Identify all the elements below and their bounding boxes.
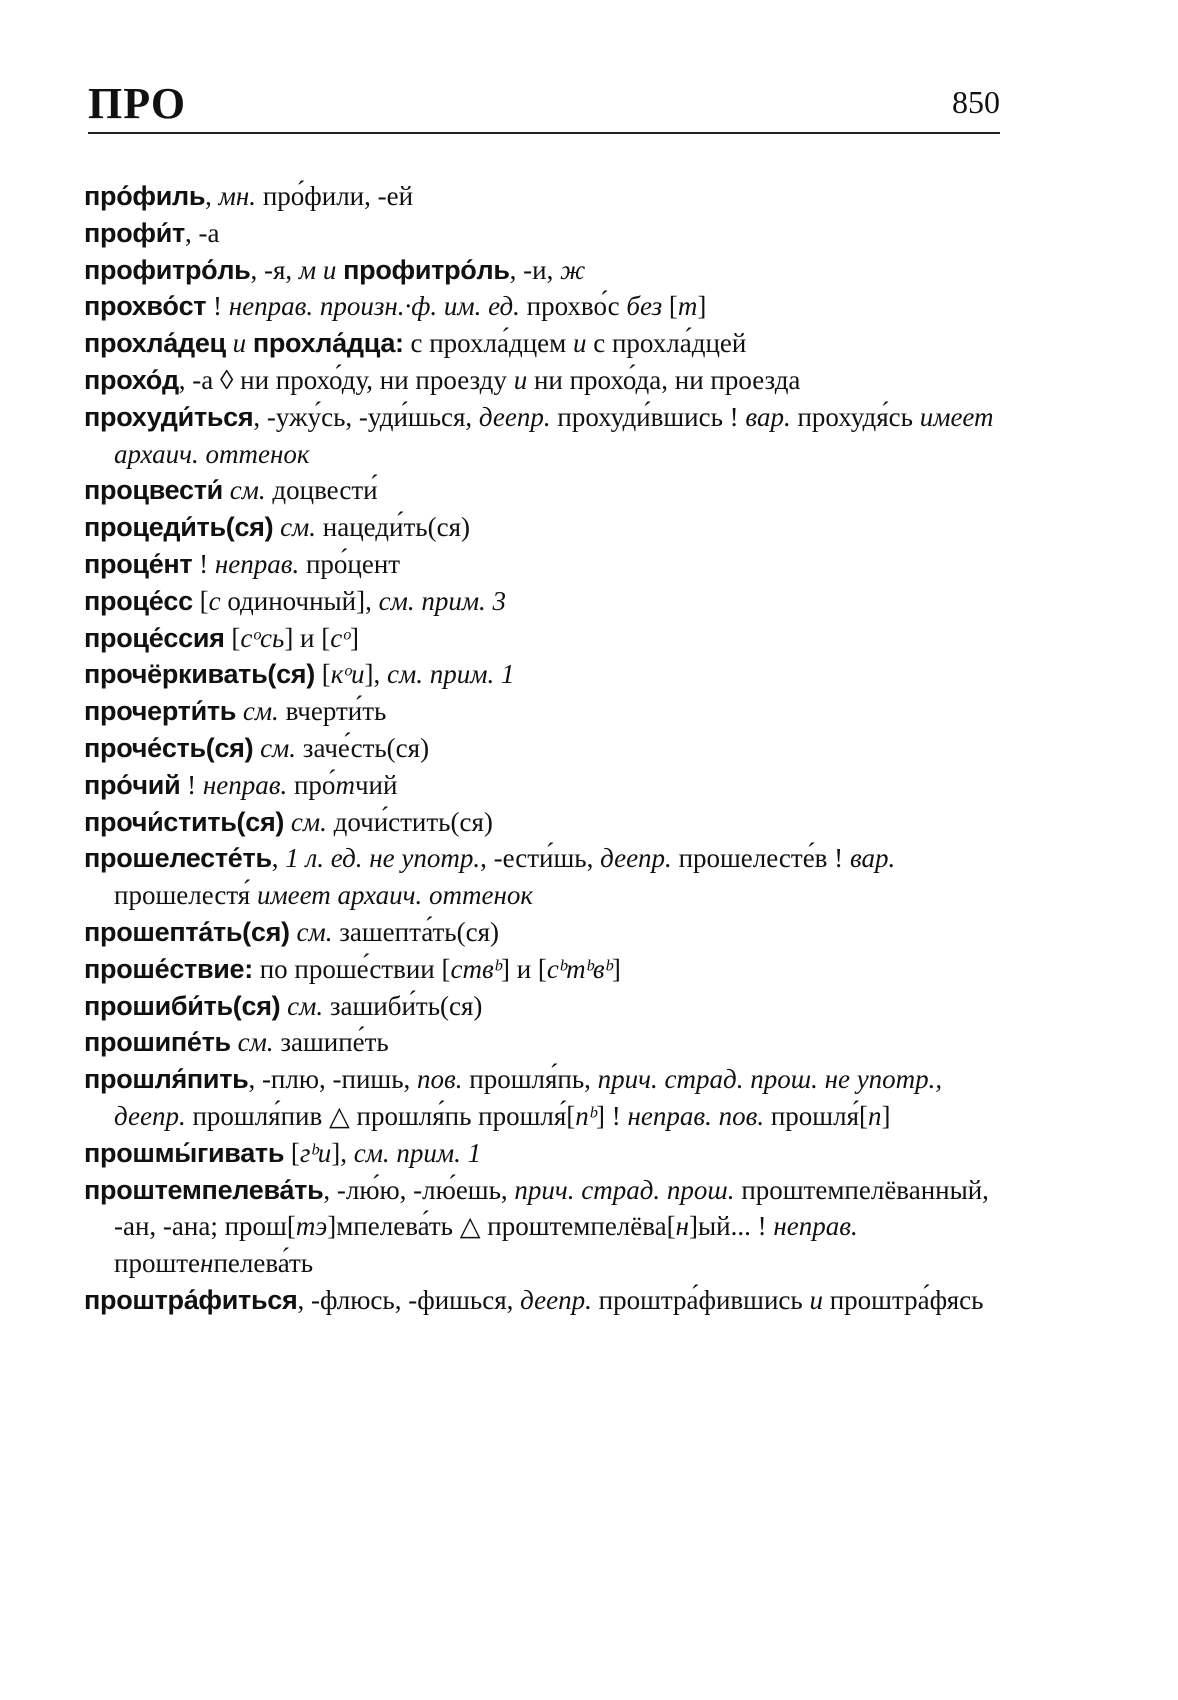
entry-text: зашиби́ть(ся) — [323, 990, 483, 1021]
dictionary-entry — [84, 288, 1004, 325]
entry-text: , -я, — [250, 254, 299, 285]
entry-text: про́фили, -ей — [256, 181, 414, 211]
headword: профи́т — [84, 217, 185, 248]
grammar-note: неправ. — [202, 769, 288, 800]
headword: прошмы́гивать — [84, 1137, 285, 1168]
grammar-note: см. — [280, 990, 324, 1021]
dictionary-entry — [84, 252, 1004, 289]
entry-text: проштемпелёванный, -ан, -ана; прош[ — [114, 1174, 989, 1242]
headword: прохла́дца: — [252, 328, 404, 359]
entry-text: , -а ◊ ни прохо́ду, ни проезду — [178, 364, 514, 395]
grammar-note: см. прим. 1 — [353, 1137, 482, 1168]
entry-text: , -а — [184, 217, 220, 248]
headword: прочи́стить(ся) — [84, 806, 285, 837]
headword: профитро́ль — [84, 254, 251, 285]
entry-text: вчерти́ть — [278, 696, 387, 727]
entry-text: заче́сть(ся) — [296, 732, 430, 763]
entry-text: ] и [ — [500, 953, 547, 984]
entry-text: , -и, — [509, 254, 561, 285]
entry-text: , -ести́шь, — [480, 843, 601, 874]
grammar-note: м и — [298, 254, 344, 285]
dictionary-entry — [84, 215, 1004, 252]
grammar-note: см. прим. 1 — [387, 659, 515, 690]
headword: прошля́пить — [84, 1064, 249, 1095]
entry-text: ] — [349, 622, 359, 653]
entry-text: ]ый... ! — [689, 1211, 774, 1242]
headword: процеди́ть(ся) — [84, 512, 274, 543]
grammar-note: см. — [273, 512, 317, 543]
grammar-note: вар. — [745, 401, 791, 432]
running-head: ПРО — [88, 79, 187, 128]
headword: проче́сть(ся) — [84, 732, 254, 763]
entry-text: , -флюсь, -фишься, — [297, 1284, 521, 1315]
entry-text: проштра́фясь — [822, 1284, 984, 1315]
entry-text: ] — [611, 953, 621, 984]
dictionary-entry — [84, 546, 1004, 583]
headword: проштра́фиться — [84, 1284, 298, 1315]
headword: про́филь — [84, 181, 206, 211]
entry-text: ]мпелева́ть △ проштемпелёва[ — [327, 1211, 676, 1242]
headword: прочерти́ть — [84, 696, 237, 727]
grammar-note: пов. — [417, 1064, 463, 1095]
dictionary-entry — [84, 1024, 1004, 1061]
dictionary-entry — [84, 472, 1004, 509]
grammar-note: мн. — [218, 181, 257, 211]
grammar-note: ствᵇ — [450, 953, 501, 984]
grammar-note: неправ. пов. — [627, 1100, 765, 1131]
dictionary-entry — [84, 951, 1004, 988]
grammar-note: см. — [289, 916, 333, 947]
dictionary-entry — [84, 399, 1004, 473]
grammar-note: деепр. — [520, 1284, 592, 1315]
grammar-note: пᵇ — [575, 1100, 597, 1131]
entry-text: ] — [697, 291, 707, 322]
dictionary-entry — [84, 509, 1004, 546]
grammar-note: с — [208, 585, 221, 616]
grammar-note: см. — [236, 696, 279, 727]
entry-text: про́ — [287, 769, 336, 800]
entry-text: , — [205, 181, 219, 211]
entry-text: прохуди́вшись ! — [550, 401, 746, 432]
dictionary-entry — [84, 914, 1004, 951]
grammar-note: 1 л. ед. не употр. — [285, 843, 481, 874]
entry-text: ни прохо́да, ни проезда — [527, 364, 801, 395]
headword: прошепта́ть(ся) — [84, 916, 290, 947]
grammar-note: т — [335, 769, 355, 800]
dictionary-entry — [84, 656, 1004, 693]
entry-text: ! — [206, 291, 229, 322]
entry-text: , -плю, -пишь, — [248, 1064, 418, 1095]
dictionary-entry — [84, 730, 1004, 767]
headword: профитро́ль — [343, 254, 510, 285]
grammar-note: деепр. — [600, 843, 672, 874]
dictionary-entries — [84, 178, 1004, 1319]
headword: прохо́д — [84, 364, 179, 395]
entry-text: по проше́ствии [ — [252, 953, 451, 984]
headword: прочёркивать(ся) — [84, 659, 315, 690]
entry-text: , -лю́ю, -лю́ешь, — [323, 1174, 515, 1205]
dictionary-entry — [84, 1135, 1004, 1172]
headword: про́чий — [84, 769, 181, 800]
grammar-note: без — [626, 291, 663, 322]
grammar-note: см. — [284, 806, 327, 837]
grammar-note: неправ. — [214, 548, 300, 579]
entry-text: , -ужу́сь, -уди́шься, — [253, 401, 479, 432]
grammar-note: деепр. — [478, 401, 551, 432]
entry-text: зашепта́ть(ся) — [332, 916, 500, 947]
headword: прошиби́ть(ся) — [84, 990, 281, 1021]
grammar-note: гᵇи — [299, 1137, 332, 1168]
headword: проце́ссия — [84, 622, 225, 653]
headword: прохуди́ться — [84, 401, 254, 432]
grammar-note: имеет архаич. оттенок — [114, 401, 994, 469]
dictionary-entry — [84, 1282, 1004, 1319]
dictionary-entry — [84, 325, 1004, 362]
entry-text: [ — [662, 291, 678, 322]
entry-text: ] ! — [596, 1100, 628, 1131]
entry-text: с прохла́дцей — [586, 328, 747, 359]
entry-text: прошелестя́ — [114, 880, 257, 911]
entry-text: ], — [331, 1137, 354, 1168]
grammar-note: см. — [222, 475, 266, 506]
grammar-note: имеет архаич. оттенок — [256, 880, 534, 911]
entry-text: [ — [314, 659, 331, 690]
entry-text: зашипе́ть — [273, 1027, 389, 1058]
dictionary-entry — [84, 1172, 1004, 1282]
dictionary-entry — [84, 583, 1004, 620]
entry-text: [ — [224, 622, 241, 653]
headword: проце́сс — [84, 585, 193, 616]
entry-text: ! — [192, 548, 215, 579]
headword: процвести́ — [84, 475, 223, 506]
entry-text: [ — [192, 585, 209, 616]
headword: прошелесте́ть — [84, 843, 272, 874]
headword: проштемпелева́ть — [84, 1174, 324, 1205]
grammar-note: сᵇтᵇвᵇ — [546, 953, 612, 984]
dictionary-entry — [84, 988, 1004, 1025]
entry-text: , — [271, 843, 286, 874]
entry-text: ! — [180, 769, 203, 800]
grammar-note: ж — [560, 254, 586, 285]
grammar-note: н — [675, 1211, 690, 1242]
headword: проце́нт — [84, 548, 193, 579]
grammar-note: вар. — [849, 843, 896, 874]
dictionary-entry — [84, 1061, 1004, 1135]
dictionary-entry — [84, 767, 1004, 804]
grammar-note: прич. страд. прош. не употр., деепр. — [114, 1064, 943, 1131]
dictionary-entry — [84, 693, 1004, 730]
page-header — [88, 76, 1000, 134]
dictionary-entry — [84, 178, 1004, 215]
grammar-note: и — [225, 328, 253, 359]
entry-text: прошля́пив △ прошля́пь прошля́[ — [185, 1100, 576, 1131]
entry-text: нацеди́ть(ся) — [316, 512, 470, 543]
headword: проше́ствие: — [84, 953, 253, 984]
grammar-note: см. — [253, 732, 297, 763]
grammar-note: и — [513, 364, 528, 395]
grammar-note: см. прим. 3 — [378, 585, 507, 616]
entry-text: про́цент — [299, 548, 401, 579]
dictionary-entry — [84, 840, 1004, 914]
grammar-note: сᵒ — [330, 622, 350, 653]
grammar-note: неправ. произн.·ф. им. ед. — [228, 291, 520, 322]
page-number: 850 — [952, 84, 1000, 120]
grammar-note: прич. страд. прош. — [514, 1174, 735, 1205]
dictionary-entry — [84, 362, 1004, 399]
headword: прохла́дец — [84, 328, 226, 359]
headword: прохво́ст — [84, 291, 207, 322]
entry-text: прохудя́сь — [790, 401, 920, 432]
entry-text: одиночный], — [220, 585, 379, 616]
entry-text: доцвести́ — [265, 475, 378, 506]
entry-text: пелева́ть — [213, 1248, 314, 1279]
entry-text: ], — [364, 659, 388, 690]
entry-text: прошелесте́в ! — [671, 843, 850, 874]
grammar-note: тэ — [295, 1211, 328, 1242]
entry-text: ] и [ — [284, 622, 331, 653]
grammar-note: сᵒсь — [240, 622, 285, 653]
dictionary-entry — [84, 620, 1004, 657]
grammar-note: и — [572, 328, 587, 359]
entry-text: [ — [284, 1137, 300, 1168]
entry-text: дочи́стить(ся) — [326, 806, 493, 837]
dictionary-entry — [84, 804, 1004, 841]
grammar-note: и — [809, 1284, 823, 1315]
entry-text: чий — [354, 769, 398, 800]
grammar-note: кᵒи — [330, 659, 365, 690]
entry-text: прошля́пь, — [462, 1064, 598, 1095]
grammar-note: неправ. — [773, 1211, 858, 1242]
headword: прошипе́ть — [84, 1027, 231, 1058]
entry-text: проштра́фившись — [591, 1284, 810, 1315]
grammar-note: см. — [230, 1027, 274, 1058]
grammar-note: н — [200, 1248, 214, 1279]
grammar-note: п — [867, 1100, 882, 1131]
entry-text: прохво́с — [519, 291, 627, 322]
entry-text: проште — [114, 1248, 201, 1279]
entry-text: с прохла́дцем — [403, 328, 573, 359]
entry-text: ] — [881, 1100, 891, 1131]
grammar-note: т — [677, 291, 698, 322]
entry-text: прошля́[ — [764, 1100, 868, 1131]
